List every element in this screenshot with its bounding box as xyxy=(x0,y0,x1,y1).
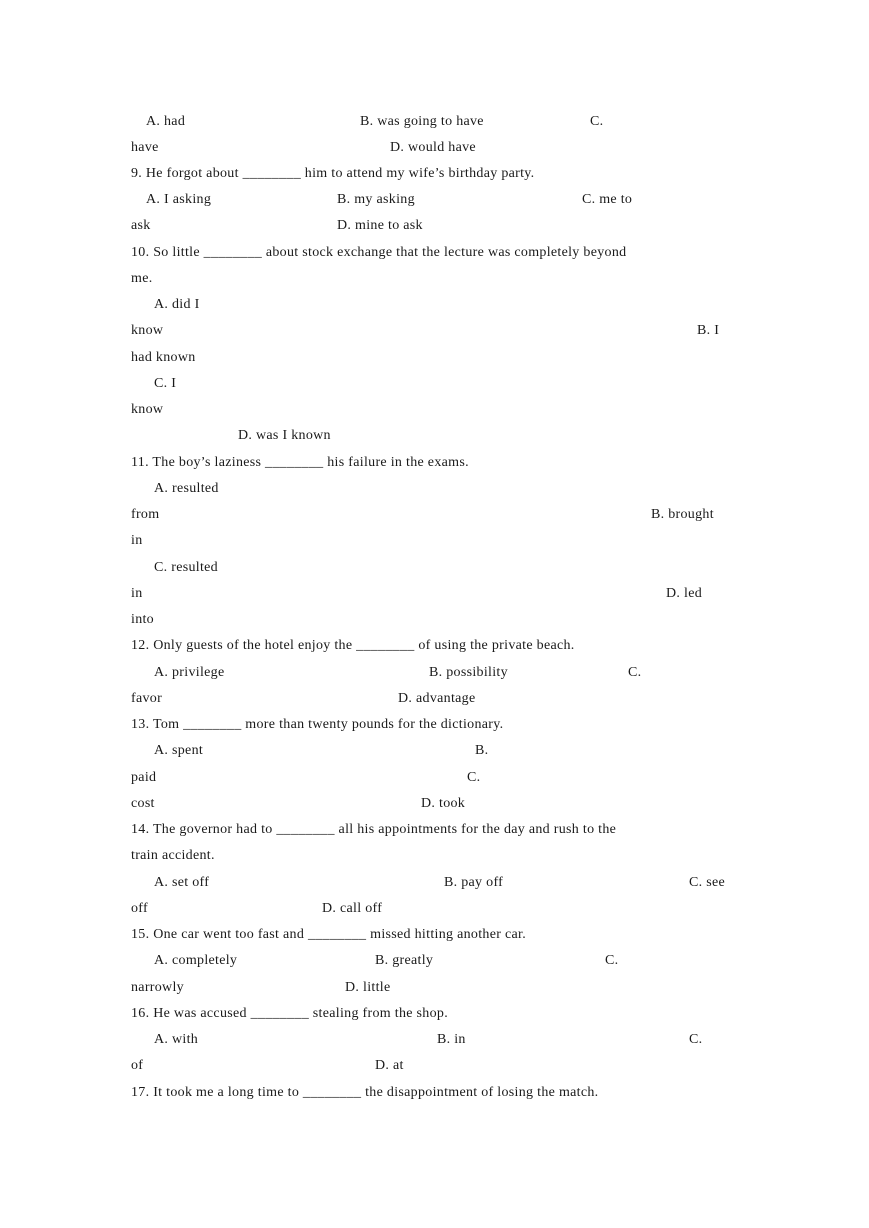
option-c-q15-cont: narrowly xyxy=(131,980,184,995)
option-c-q16-cont: of xyxy=(131,1058,144,1073)
question-12: 12. Only guests of the hotel enjoy the ________ of using the private beach. xyxy=(131,638,575,653)
option-c-q10-cont: know xyxy=(131,402,164,417)
option-d-q13: D. took xyxy=(421,796,466,811)
option-a-q14: A. set off xyxy=(154,875,210,890)
option-c-q14-cont: off xyxy=(131,901,148,916)
question-13: 13. Tom ________ more than twenty pounds for the dictionary. xyxy=(131,717,504,732)
option-b-q15: B. greatly xyxy=(375,953,434,968)
option-a-q12: A. privilege xyxy=(154,665,225,680)
option-a-q10-cont: know xyxy=(131,323,164,338)
option-a-q11-cont: from xyxy=(131,507,160,522)
option-a-q16: A. with xyxy=(154,1032,199,1047)
question-15: 15. One car went too fast and ________ missed hitting another car. xyxy=(131,927,526,942)
option-d-q10: D. was I known xyxy=(238,428,331,443)
option-c-q9: C. me to xyxy=(582,192,633,207)
option-b-q13-cont: paid xyxy=(131,770,157,785)
option-a-q13: A. spent xyxy=(154,743,204,758)
option-c-q11-cont: in xyxy=(131,586,143,601)
option-c-q9-cont: ask xyxy=(131,218,151,233)
question-17: 17. It took me a long time to ________ the disappointment of losing the match. xyxy=(131,1085,599,1100)
option-d-q9: D. mine to ask xyxy=(337,218,423,233)
option-d-q14: D. call off xyxy=(322,901,383,916)
option-d-q11-cont: into xyxy=(131,612,154,627)
option-a-q15: A. completely xyxy=(154,953,238,968)
question-11: 11. The boy’s laziness ________ his failure in the exams. xyxy=(131,455,469,470)
question-14: 14. The governor had to ________ all his appointments for the day and rush to the xyxy=(131,822,617,837)
option-c-q13: C. xyxy=(467,770,481,785)
option-b-q8: B. was going to have xyxy=(360,114,484,129)
question-10-cont: me. xyxy=(131,271,153,286)
option-b-q12: B. possibility xyxy=(429,665,508,680)
option-c-q14: C. see xyxy=(689,875,726,890)
option-b-q9: B. my asking xyxy=(337,192,415,207)
option-b-q10: B. I xyxy=(697,323,720,338)
option-c-q15: C. xyxy=(605,953,619,968)
question-16: 16. He was accused ________ stealing from the shop. xyxy=(131,1006,449,1021)
option-a-q10: A. did I xyxy=(154,297,200,312)
option-d-q8: D. would have xyxy=(390,140,476,155)
option-c-q11: C. resulted xyxy=(154,560,218,575)
question-14-cont: train accident. xyxy=(131,848,215,863)
option-b-q11-cont: in xyxy=(131,533,143,548)
option-a-q9: A. I asking xyxy=(146,192,212,207)
option-a-q8: A. had xyxy=(146,114,186,129)
option-c-q12: C. xyxy=(628,665,642,680)
option-b-q11: B. brought xyxy=(651,507,714,522)
option-a-q11: A. resulted xyxy=(154,481,219,496)
option-b-q13: B. xyxy=(475,743,489,758)
option-c-q8: C. xyxy=(590,114,604,129)
option-b-q10-cont: had known xyxy=(131,350,196,365)
option-d-q12: D. advantage xyxy=(398,691,476,706)
option-c-q8-cont: have xyxy=(131,140,159,155)
option-c-q13-cont: cost xyxy=(131,796,155,811)
option-b-q14: B. pay off xyxy=(444,875,504,890)
option-c-q16: C. xyxy=(689,1032,703,1047)
option-c-q10: C. I xyxy=(154,376,177,391)
question-10: 10. So little ________ about stock exchange that the lecture was completely beyond xyxy=(131,245,627,260)
option-d-q16: D. at xyxy=(375,1058,404,1073)
option-c-q12-cont: favor xyxy=(131,691,163,706)
option-d-q15: D. little xyxy=(345,980,391,995)
option-d-q11: D. led xyxy=(666,586,703,601)
question-9: 9. He forgot about ________ him to attend my wife’s birthday party. xyxy=(131,166,535,181)
option-b-q16: B. in xyxy=(437,1032,466,1047)
